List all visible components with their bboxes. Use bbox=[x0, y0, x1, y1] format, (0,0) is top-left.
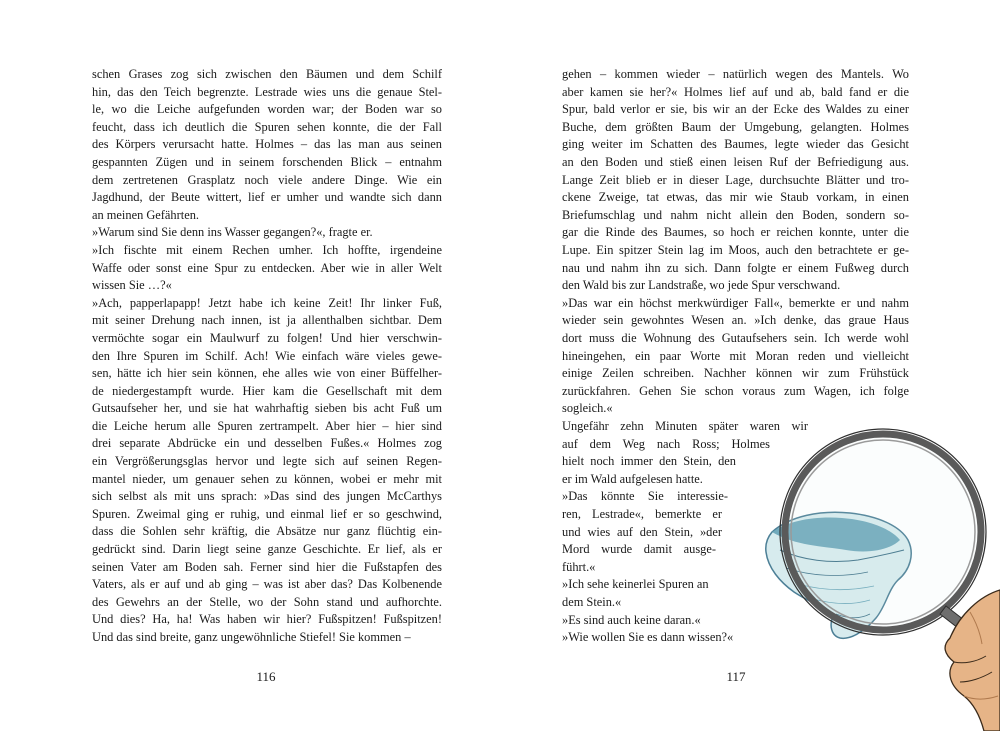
text-line: Vaters, als er auf und ab ging – was ist aber das? Das Kolbenende bbox=[92, 577, 442, 592]
magnifying-glass-icon bbox=[750, 400, 1000, 731]
text-line: ging weiter im Schatten des Baumes, legte wieder das Gesicht bbox=[562, 137, 909, 152]
page-number-left: 116 bbox=[256, 669, 276, 684]
text-line: auf dem Weg nach Ross; Holmes bbox=[562, 436, 770, 451]
text-line: wissen Sie …?« bbox=[92, 278, 172, 293]
text-line: einige Zeilen schreiben. Nachher können wir zum Frühstück bbox=[562, 366, 909, 381]
text-line: »Es sind auch keine daran.« bbox=[562, 612, 701, 627]
text-line: mit seiner Drehung nach innen, ist ja allenthalben sichtbar. Dem bbox=[92, 313, 442, 328]
text-line: an den Boden und stieß einen leisen Ruf der Befriedigung aus. bbox=[562, 154, 909, 169]
right-page bbox=[500, 0, 1000, 731]
text-line: hin, das den Teich begrenzte. Lestrade wies uns die genaue Stel- bbox=[92, 84, 442, 99]
text-line: »Wie wollen Sie es dann wissen?« bbox=[562, 630, 734, 645]
text-line: den Wald bis zur Landstraße, wo jede Spur verschwand. bbox=[562, 278, 841, 293]
text-line: aber kamen sie her?« Holmes lief auf und ab, bald fand er die bbox=[562, 84, 909, 99]
text-line: die Leiche herum alle Spuren zertrampelt. Aber hier – hier sind bbox=[92, 418, 442, 433]
text-line: Waffe oder sonst eine Spur zu entdecken. Aber wie in aller Welt bbox=[92, 260, 442, 275]
text-line: »Das könnte Sie interessie- bbox=[562, 489, 728, 504]
text-line: sich selbst als mit uns sprach: »Das sind des jungen McCarthys bbox=[92, 489, 442, 504]
text-line: Spur, bald verlor er sie, bis wir an der Ecke des Waldes zu einer bbox=[562, 102, 909, 117]
text-line: Mord wurde damit ausge- bbox=[562, 542, 716, 557]
text-line: dass die Sohlen sehr kräftig, die Absätze nur ganz flüchtig ein- bbox=[92, 524, 442, 539]
text-line: »Ach, papperlapapp! Jetzt habe ich keine Zeit! Ihr linker Fuß, bbox=[92, 295, 442, 310]
text-line: Ungefähr zehn Minuten später waren wir bbox=[562, 419, 808, 433]
text-line: »Warum sind Sie denn ins Wasser gegangen?«, fragte er. bbox=[92, 225, 373, 240]
text-line: des Gewehrs an der Stelle, wo der Sohn stand und aufhorchte. bbox=[92, 594, 442, 609]
text-line: ein Vergrößerungsglas hervor und legte sich auf seinen Regen- bbox=[92, 454, 442, 469]
left-page-body bbox=[92, 66, 442, 647]
text-line: de niedergestampft wurde. Hier kam die Gesellschaft mit dem bbox=[92, 383, 442, 398]
text-line: hielt noch immer den Stein, den bbox=[562, 454, 736, 469]
text-line: sogleich.« bbox=[562, 401, 613, 416]
text-line: Buche, dem größten Baum der Umgebung, gelangten. Holmes bbox=[562, 119, 909, 134]
text-line: ckene Zweige, tat etwas, das mir wie Staub vorkam, in einen bbox=[562, 190, 909, 205]
text-line: schen Grases zog sich zwischen den Bäumen und dem Schilf bbox=[92, 67, 442, 81]
text-line: le, wo die Leiche aufgefunden worden war; der Boden war so bbox=[92, 102, 442, 117]
text-line: gar die Rinde des Baumes, so hoch er reichen konnte, unter die bbox=[562, 225, 909, 240]
text-line: feucht, dass ich deutlich die Spuren sehen konnte, die der Fall bbox=[92, 119, 442, 134]
text-line: seinen Vater am Boden sah. Ferner sind hier die Fußstapfen des bbox=[92, 559, 442, 574]
text-line: des Körpers verursacht hatte. Holmes – das las man aus seinen bbox=[92, 137, 442, 152]
text-line: Briefumschlag und nahm nicht allein den Boden, sondern so- bbox=[562, 207, 909, 222]
text-line: ren, Lestrade«, bemerkte er bbox=[562, 507, 722, 521]
text-line: mantel nieder, um genauer sehen zu können, wobei er mehr mit bbox=[92, 471, 442, 486]
text-line: gehen – kommen wieder – natürlich wegen des Mantels. Wo bbox=[562, 67, 909, 81]
text-line: er im Wald aufgelesen hatte. bbox=[562, 471, 703, 486]
text-line: Und das sind breite, ganz ungewöhnliche Stiefel! Sie kommen – bbox=[92, 630, 411, 644]
page-number-right: 117 bbox=[726, 669, 746, 684]
text-line: Lupe. Ein spitzer Stein lag im Moos, auch den betrachtete er ge- bbox=[562, 242, 909, 257]
text-line: gedrückt sind. Darin liegt seine ganze Geschichte. Er lief, als er bbox=[92, 542, 442, 557]
text-line: »Das war ein höchst merkwürdiger Fall«, bemerkte er und nahm bbox=[562, 295, 909, 310]
text-line: dort muss die Wohnung des Gutaufsehers sein. Ich werde wohl bbox=[562, 330, 909, 345]
text-line: Lange Zeit blieb er in dieser Lage, durchsuchte Blätter und tro- bbox=[562, 172, 909, 187]
text-line: drei separate Abdrücke ein und desselben Fußes.« Holmes zog bbox=[92, 436, 442, 451]
text-line: »Ich fischte mit einem Rechen umher. Ich hoffte, irgendeine bbox=[92, 242, 442, 257]
text-line: an meinen Gefährten. bbox=[92, 207, 199, 222]
text-line: den Ihre Spuren im Schilf. Ach! Wie einfach wäre vieles gewe- bbox=[92, 348, 442, 363]
text-line: vermöchte sogar ein Maulwurf zu folgen! Und hier verschwin- bbox=[92, 330, 442, 345]
text-line: und wies auf den Stein, »der bbox=[562, 524, 722, 539]
text-line: hineingehen, ein paar Worte mit Moran reden und vielleicht bbox=[562, 348, 909, 363]
text-line: führt.« bbox=[562, 559, 596, 574]
text-line: sen, hätte ich hier sein können, ehe alles wie von einer Büffelher- bbox=[92, 366, 442, 381]
text-line: zurückfahren. Gehen Sie schon voraus zum Wagen, ich folge bbox=[562, 383, 909, 398]
text-line: Und dies? Ha, ha! Was haben wir hier? Fußspitzen! Fußspitzen! bbox=[92, 612, 442, 627]
text-line: Gutsaufseher her, und sie hat wahrhaftig sieben bis acht Fuß um bbox=[92, 401, 442, 416]
text-line: Jagdhund, der Beute wittert, lief er umher und wandte sich dann bbox=[92, 190, 442, 205]
right-page-body bbox=[562, 66, 909, 418]
text-line: wieder sein gewohntes Wesen an. »Ich denke, das graue Haus bbox=[562, 313, 909, 328]
text-line: »Ich sehe keinerlei Spuren an bbox=[562, 577, 709, 592]
text-line: Spuren. Zweimal ging er ruhig, und einmal lief er so geschwind, bbox=[92, 506, 442, 521]
text-line: dem zertretenen Grasplatz noch viele andere Dinge. Wie ein bbox=[92, 172, 442, 187]
text-line: gespannten Zügen und in seinem forschenden Blick – entnahm bbox=[92, 154, 442, 169]
text-line: nau und nahm ihn zu sich. Dann folgte er einem Fußweg durch bbox=[562, 260, 909, 275]
text-line: dem Stein.« bbox=[562, 595, 622, 609]
